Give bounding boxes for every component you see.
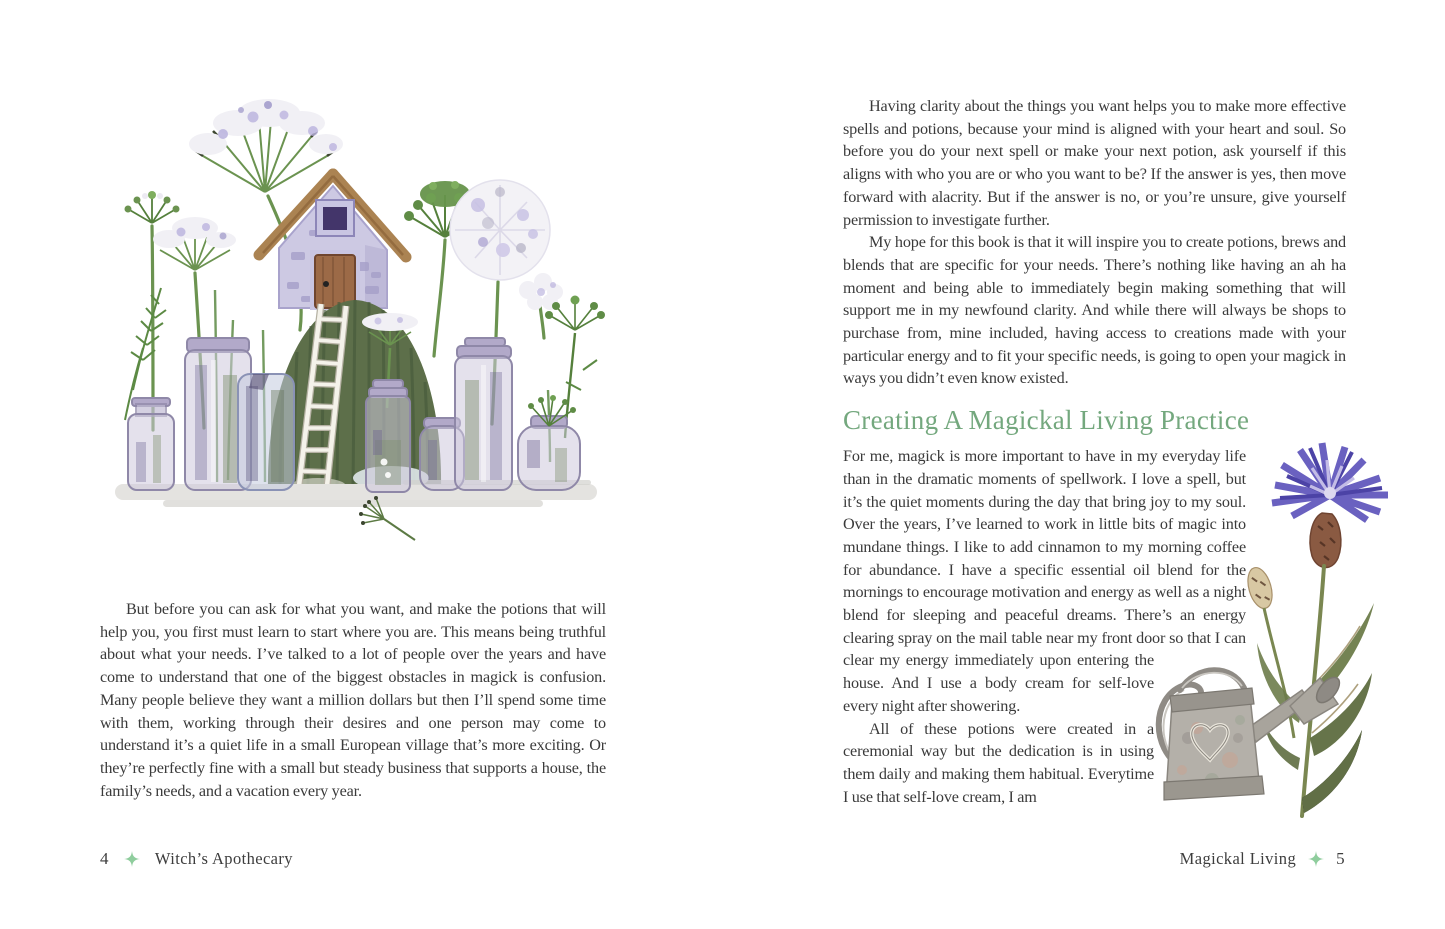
house-door <box>315 255 355 308</box>
cornflower <box>1272 443 1388 568</box>
umbel-flower-large <box>189 99 343 192</box>
sparkle-star-icon <box>124 851 140 867</box>
left-page-footer <box>100 849 293 869</box>
right-paragraph-4: All of these potions were created in a ceremonial way but the dedication is in using them daily and making them habitual. Everytime I use that self-love cream, I am <box>843 719 1154 806</box>
book-title: Witch’s Apothecary <box>154 849 293 868</box>
section-heading: Creating A Magickal Living Practice <box>843 405 1250 436</box>
cornflower-watering-can-illustration <box>1152 438 1392 828</box>
chapter-title: Magickal Living <box>1179 849 1297 868</box>
globe-flower <box>450 180 550 280</box>
right-paragraph-1: Having clarity about the things you want helps you to make more effective spells and potions, because your mind is aligned with your heart and soul. So before you do your next spell or make your next potion, ask yourself if this aligns with who you are or who you want to be? If the answer is yes, then move forward with alacrity. But if the answer is no, or you’re unsure, give yourself permission to investigate further. <box>843 97 1346 229</box>
left-page-text <box>100 598 606 802</box>
right-page-number: 5 <box>1336 849 1345 868</box>
umbel-flower-midleft <box>153 217 236 270</box>
right-paragraph-3: For me, magick is more important to have in my everyday life than in the dramatic moments of spellwork. I love a spell, but it’s the quiet moments during the day that bring joy to my soul. Over the years, I’ve learned to work in little bits of magic into mundane things. I like to add cinnamon to my morning coffee for abundance. I have a specific essential oil blend for the mornings to encourage motivation and energy as well as a night blend for sleeping and peaceful dreams. There’s an energy clearing spray on the mail table near my front door so that I can clear my energy immediately upon entering the house. And I use a body cream for self-love every night after showering. <box>843 447 1246 715</box>
cornflower-bud <box>1244 565 1277 611</box>
sparkle-star-icon <box>1308 851 1324 867</box>
cottage-house <box>259 174 406 308</box>
umbel-flower-farleft <box>125 191 180 223</box>
left-page-paragraph: But before you can ask for what you want, and make the potions that will help you, you first must learn to start where you are. This means being truthful about what your needs. I’ve talked to a lot of people over the years and have come to understand that one of the biggest obstacles in magick is confusion. Many people believe they want a million dollars but then I’ll spend some time with them, working through their desires and one person may come to understand it’s a quiet life in a small European village that’s more exciting. Or they’re perfectly fine with a small but steady business that supports a house, the family’s needs, and a vacation every year. <box>100 600 606 800</box>
left-page-number: 4 <box>100 849 109 868</box>
right-page-footer <box>1180 849 1345 869</box>
cottage-jars-illustration <box>103 90 613 568</box>
right-paragraph-2: My hope for this book is that it will inspire you to create potions, brews and blends that are specific for your needs. There’s nothing like having an ah ha moment and being able to immediately begin making something that will support me in my newfound clarity. And while there will always be shops to purchase from, mine included, having access to creations made with your particular energy and to fit your specific needs, is going to open your magick in ways you didn’t even know existed. <box>843 233 1346 388</box>
